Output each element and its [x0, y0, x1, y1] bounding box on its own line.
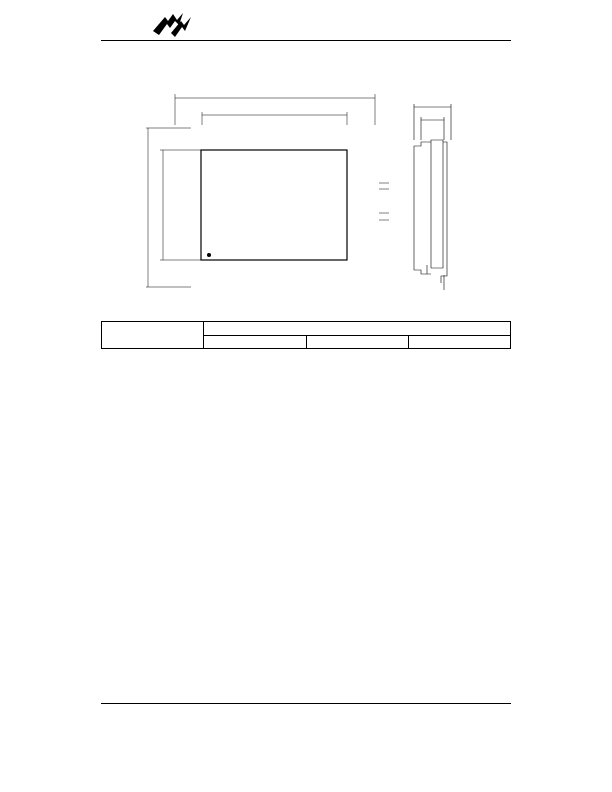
holtek-logo [101, 11, 193, 39]
side-view [414, 104, 451, 290]
package-body [201, 150, 347, 260]
outline-dimensions-drawing [101, 80, 511, 310]
column-header-min [204, 335, 306, 349]
symbol-header [102, 322, 204, 349]
pin1-marker [207, 253, 211, 257]
column-header-max [408, 335, 510, 349]
column-header-nom [306, 335, 408, 349]
header-rule [101, 40, 511, 41]
dimensions-group-header [204, 322, 511, 336]
logo-mark-icon [151, 11, 193, 39]
dimensions-table [101, 321, 511, 349]
footer-rule [101, 703, 511, 704]
